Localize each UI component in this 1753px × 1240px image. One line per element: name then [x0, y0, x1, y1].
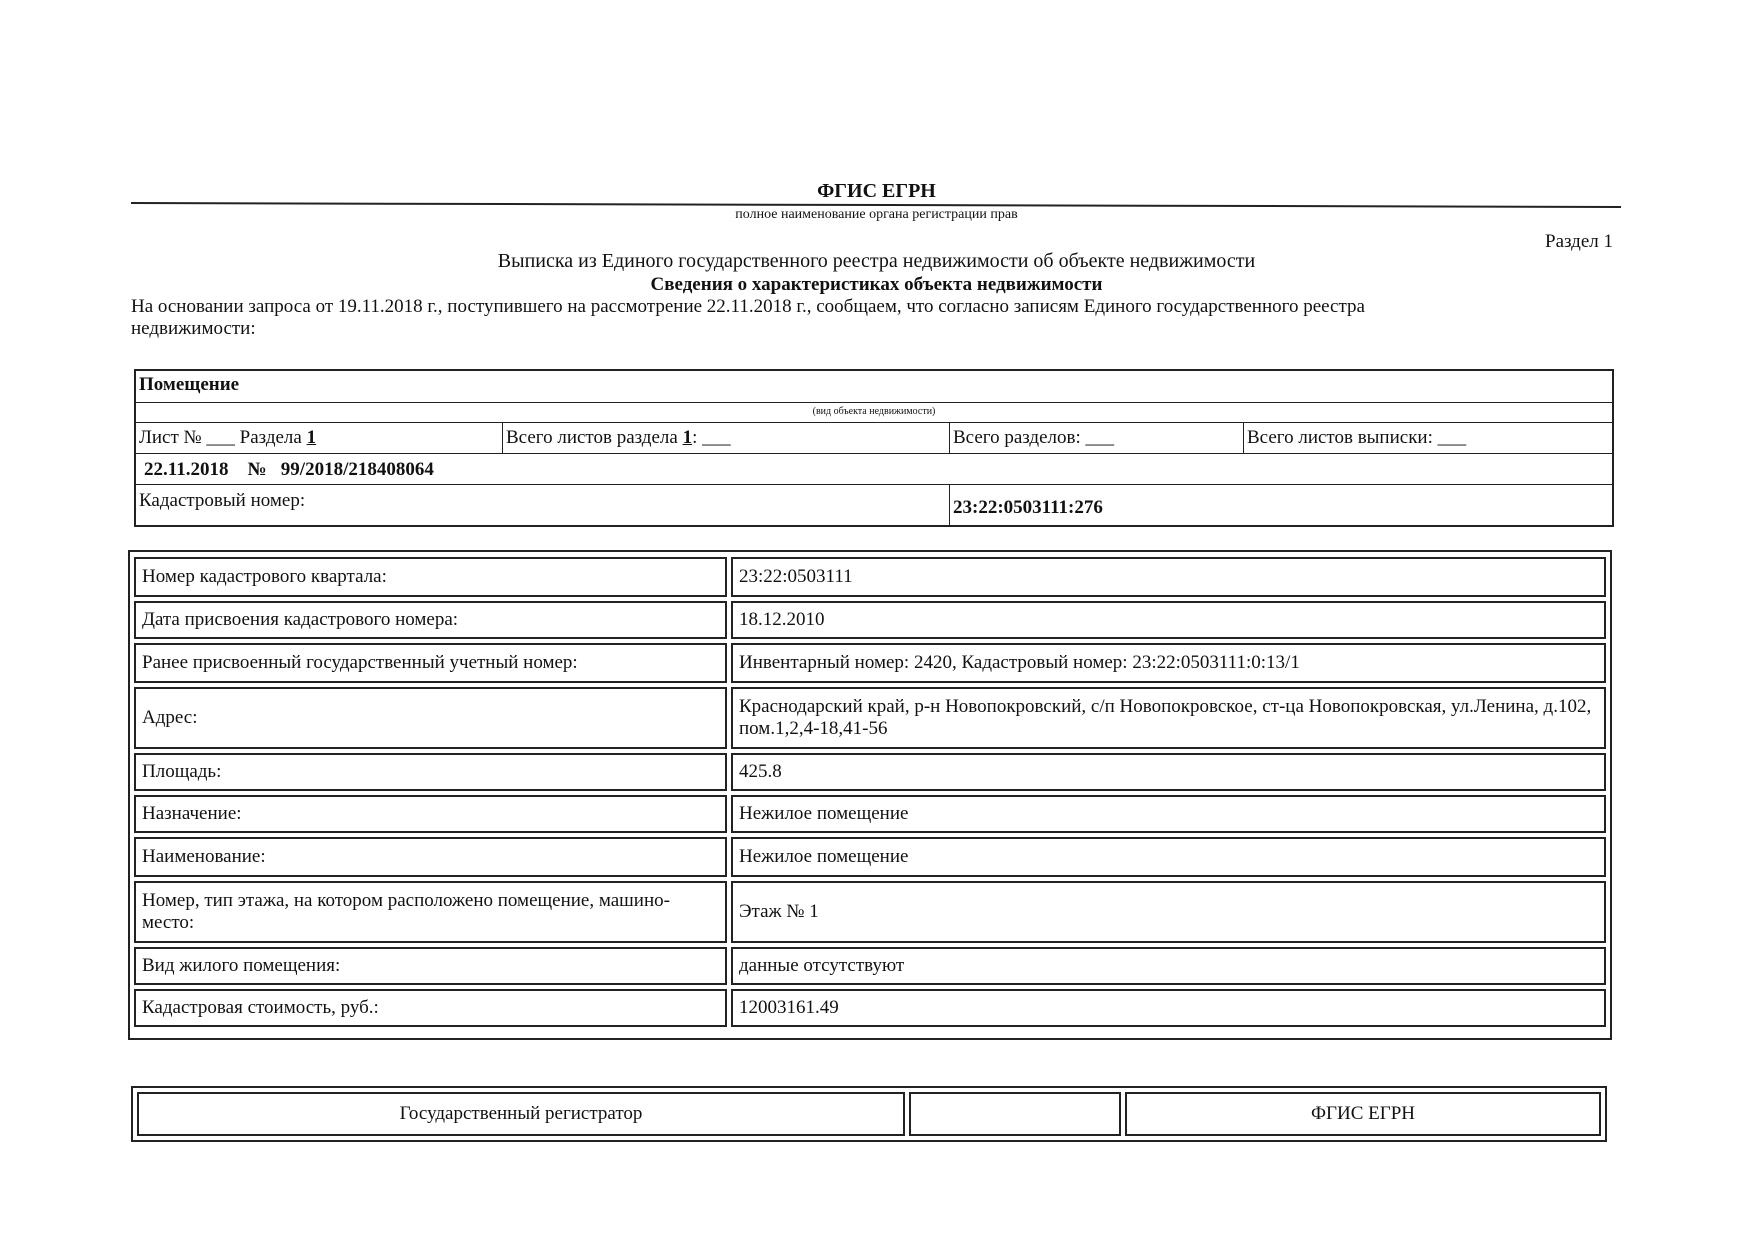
table-row — [134, 753, 1606, 791]
row-value: Краснодарский край, р-н Новопокровский, с/п Новопокровское, ст-ца Новопокровская, ул.Ленина, д.102, пом.1,2,4-18,41-56 — [731, 687, 1606, 749]
sheet-number: Лист № ___ Раздела 1 — [139, 427, 317, 448]
table-row — [134, 687, 1606, 749]
total-sheets: Всего листов выписки: ___ — [1247, 427, 1467, 448]
row-value: данные отсутствуют — [731, 947, 1606, 985]
intro-line-1: На основании запроса от 19.11.2018 г., поступившего на рассмотрение 22.11.2018 г., сообщаем, что согласно записям Единого государственного реестра — [131, 296, 1365, 317]
org-title: ФГИС ЕГРН — [817, 180, 936, 202]
row-label: Дата присвоения кадастрового номера: — [134, 601, 727, 639]
org-caption: полное наименование органа регистрации прав — [735, 207, 1018, 222]
table-row — [134, 643, 1606, 683]
authority-name: ФГИС ЕГРН — [1125, 1092, 1601, 1136]
row-label: Кадастровая стоимость, руб.: — [134, 989, 727, 1027]
extract-date-number: 22.11.2018 № 99/2018/218408064 — [144, 459, 434, 480]
table-row — [134, 881, 1606, 943]
object-type-caption: (вид объекта недвижимости) — [812, 406, 936, 417]
row-value: 23:22:0503111 — [731, 557, 1606, 597]
table-row — [134, 837, 1606, 877]
cadastral-number-value: 23:22:0503111:276 — [953, 497, 1103, 518]
cadastral-number-label: Кадастровый номер: — [139, 490, 306, 511]
row-value: 12003161.49 — [731, 989, 1606, 1027]
row-label: Площадь: — [134, 753, 727, 791]
row-value: Этаж № 1 — [731, 881, 1606, 943]
table-row — [134, 557, 1606, 597]
row-value: 425.8 — [731, 753, 1606, 791]
row-value: Нежилое помещение — [731, 837, 1606, 877]
table-row — [134, 601, 1606, 639]
intro-paragraph — [131, 296, 1561, 340]
sheets-in-section: Всего листов раздела 1: ___ — [506, 427, 731, 448]
row-label: Наименование: — [134, 837, 727, 877]
row-label: Адрес: — [134, 687, 727, 749]
section-label: Раздел 1 — [1545, 231, 1613, 252]
row-label: Назначение: — [134, 795, 727, 833]
row-value: Нежилое помещение — [731, 795, 1606, 833]
row-value: Инвентарный номер: 2420, Кадастровый номер: 23:22:0503111:0:13/1 — [731, 643, 1606, 683]
total-sections: Всего разделов: ___ — [953, 427, 1115, 448]
table-row — [134, 795, 1606, 833]
registrar-title: Государственный регистратор — [137, 1092, 905, 1136]
row-label: Вид жилого помещения: — [134, 947, 727, 985]
row-label: Номер, тип этажа, на котором расположено помещение, машино-место: — [134, 881, 727, 943]
object-header-box — [134, 369, 1614, 527]
row-label: Номер кадастрового квартала: — [134, 557, 727, 597]
extract-title: Выписка из Единого государственного реестра недвижимости об объекте недвижимости — [497, 250, 1256, 272]
signature-table — [131, 1086, 1607, 1142]
row-value: 18.12.2010 — [731, 601, 1606, 639]
table-row — [134, 989, 1606, 1027]
section-heading: Сведения о характеристиках объекта недвижимости — [650, 274, 1103, 295]
intro-line-2: недвижимости: — [131, 318, 256, 339]
object-type: Помещение — [139, 374, 240, 395]
characteristics-table — [128, 550, 1612, 1040]
table-row — [134, 947, 1606, 985]
row-label: Ранее присвоенный государственный учетный номер: — [134, 643, 727, 683]
signature-cell — [909, 1092, 1121, 1136]
